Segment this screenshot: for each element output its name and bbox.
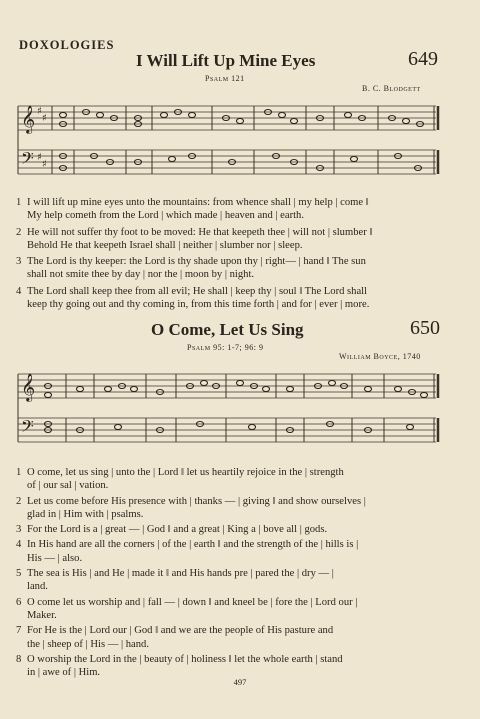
- verse-line: Let us come before His presence with | thanks — | giving ‖ and show ourselves |: [27, 495, 366, 507]
- verse: [16, 226, 442, 253]
- verse: [16, 624, 442, 651]
- verse-line: O come, let us sing | unto the | Lord ‖ let us heartily rejoice in the | strength: [27, 467, 344, 478]
- hymn-649-number: 649: [408, 48, 438, 70]
- svg-text:𝄢: 𝄢: [21, 148, 34, 172]
- verse-number: 4: [16, 285, 22, 297]
- verse-number: 7: [16, 625, 22, 637]
- verse-line: in | awe of | Him.: [27, 667, 101, 679]
- verse-number: 4: [16, 539, 22, 551]
- hymn-650-number: 650: [410, 317, 440, 339]
- verse-line: In His hand are all the corners | of the | earth ‖ and the strength of the | hills is |: [27, 539, 359, 551]
- verse-line: He will not suffer thy foot to be moved: He that keepeth thee | will not | slumber ‖: [27, 226, 373, 238]
- verse-line: land.: [27, 581, 48, 593]
- hymn-649-verses: [16, 196, 442, 311]
- verse-line: The Lord shall keep thee from all evil; He shall | keep thy | soul ‖ The Lord shall: [27, 285, 368, 297]
- verse-number: 3: [16, 524, 22, 536]
- verse-number: 2: [16, 226, 22, 238]
- verse-line: shall not smite thee by day | nor the | moon by | night.: [27, 269, 255, 281]
- verse-line: keep thy going out and thy coming in, from this time forth | and for | ever | more.: [27, 299, 370, 311]
- verse-number: 2: [16, 495, 22, 507]
- hymn-650-music-score: [14, 360, 444, 452]
- verse-line: O come let us worship and | fall — | down ‖ and kneel be | fore the | Lord our |: [27, 596, 358, 608]
- verse-number: 8: [16, 653, 22, 665]
- verse-line: His — | also.: [27, 552, 83, 564]
- verse: [16, 538, 442, 565]
- verse-number: 3: [16, 256, 22, 268]
- verse-line: O worship the Lord in the | beauty of | holiness ‖ let the whole earth | stand: [27, 653, 343, 665]
- verse-line: The Lord is thy keeper: the Lord is thy shade upon thy | right— | hand ‖ The sun: [27, 256, 366, 268]
- verse-line: I will lift up mine eyes unto the mountains: from whence shall | my help | come ‖: [27, 197, 369, 208]
- svg-text:♯: ♯: [42, 159, 47, 170]
- page-number: 497: [233, 677, 247, 687]
- verse-number: 5: [16, 568, 22, 580]
- verse-line: Behold He that keepeth Israel shall | neither | slumber nor | sleep.: [27, 239, 303, 251]
- verse: [16, 523, 442, 536]
- verse: [16, 255, 442, 282]
- verse-number: 1: [16, 467, 22, 478]
- verse-number: 6: [16, 596, 22, 608]
- hymn-650-title: O Come, Let Us Sing: [151, 320, 304, 339]
- verse-line: For the Lord is a | great — | God ‖ and a great | King a | bove all | gods.: [27, 524, 328, 536]
- verse-line: glad in | Him with | psalms.: [27, 508, 144, 520]
- hymn-649-title: I Will Lift Up Mine Eyes: [136, 51, 316, 70]
- svg-text:♯: ♯: [37, 152, 42, 163]
- verse-number: 1: [16, 197, 22, 208]
- hymn-650-composer: William Boyce, 1740: [339, 352, 421, 361]
- hymn-649-music-score: [14, 92, 444, 184]
- hymn-649-source: Psalm 121: [205, 74, 245, 83]
- verse: [16, 596, 442, 623]
- verse: [16, 653, 442, 680]
- verse-line: Maker.: [27, 609, 57, 621]
- svg-text:𝄢: 𝄢: [21, 416, 34, 440]
- verse: [16, 567, 442, 594]
- verse: [16, 466, 442, 493]
- hymn-650-source: Psalm 95: 1-7; 96: 9: [187, 343, 264, 352]
- verse: [16, 285, 442, 312]
- verse-line: the | sheep of | His — | hand.: [27, 638, 149, 650]
- verse: [16, 196, 442, 223]
- verse-line: My help cometh from the Lord | which made | heaven and | earth.: [27, 210, 304, 222]
- svg-text:♯: ♯: [37, 106, 42, 117]
- verse: [16, 495, 442, 522]
- svg-text:♯: ♯: [42, 113, 47, 124]
- svg-text:𝄞: 𝄞: [21, 373, 36, 401]
- svg-text:𝄞: 𝄞: [21, 105, 36, 133]
- section-label: DOXOLOGIES: [19, 38, 115, 52]
- verse-line: The sea is His | and He | made it ‖ and His hands pre | pared the | dry — |: [27, 568, 334, 580]
- hymn-649-composer: B. C. Blodgett: [362, 84, 421, 93]
- verse-line: of | our sal | vation.: [27, 480, 109, 492]
- verse-line: For He is the | Lord our | God ‖ and we are the people of His pasture and: [27, 625, 334, 637]
- hymn-650-verses: [16, 466, 442, 679]
